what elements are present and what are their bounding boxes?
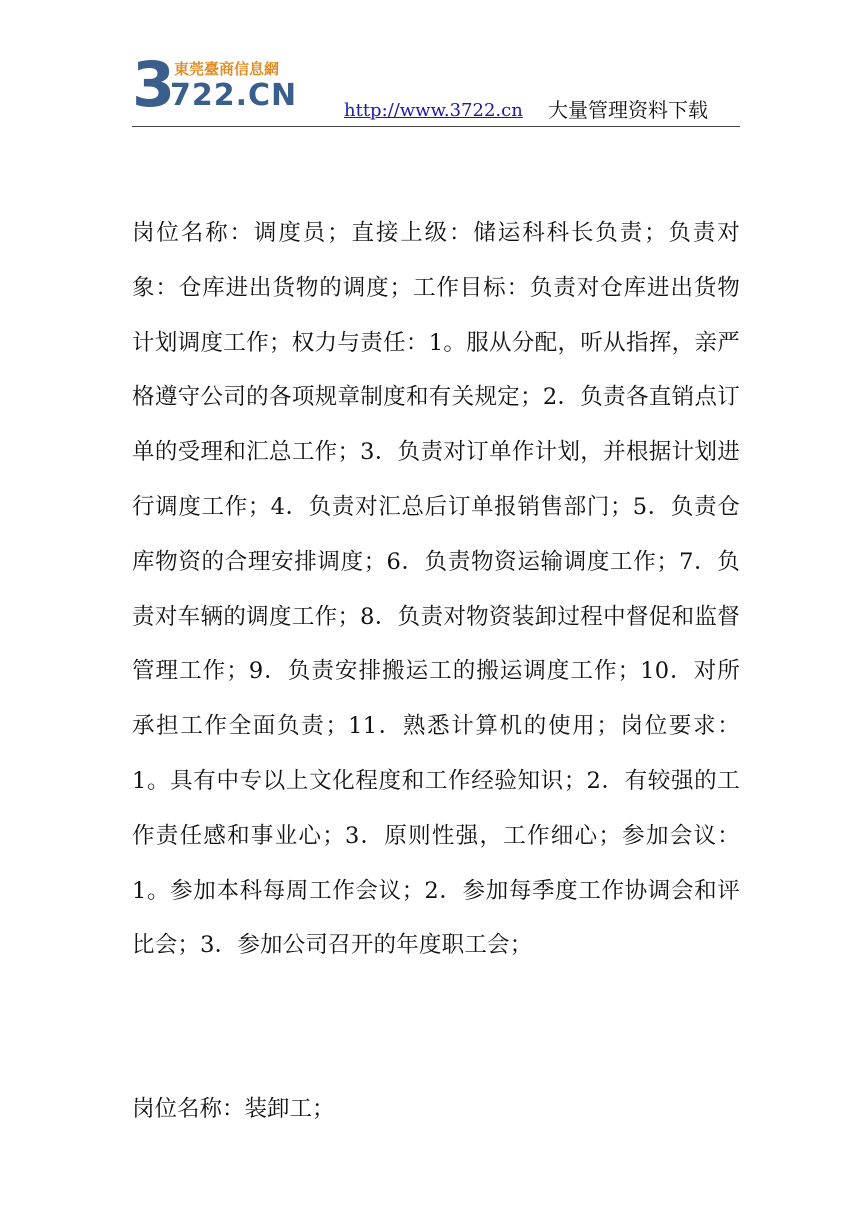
logo-domain: 722.CN (170, 78, 298, 113)
document-body (132, 206, 740, 973)
job-description-dispatcher: 岗位名称：调度员；直接上级：储运科科长负责；负责对象：仓库进出货物的调度；工作目标：负责对仓库进出货物计划调度工作；权力与责任：1。服从分配，听从指挥，亲严格遵守公司的各项规章制度和有关规定；2．负责各直销点订单的受理和汇总工作；3．负责对订单作计划，并根据计划进行调度工作；4．负责对汇总后订单报销售部门；5．负责仓库物资的合理安排调度；6．负责物资运输调度工作；7．负责对车辆的调度工作；8．负责对物资装卸过程中督促和监督管理工作；9．负责安排搬运工的搬运调度工作；10．对所承担工作全面负责；11．熟悉计算机的使用；岗位要求：1。具有中专以上文化程度和工作经验知识；2．有较强的工作责任感和事业心；3．原则性强，工作细心；参加会议：1。参加本科每周工作会议；2．参加每季度工作协调会和评比会；3．参加公司召开的年度职工会； (132, 220, 740, 959)
site-url-link[interactable]: http://www.3722.cn (344, 100, 523, 121)
logo-number: 3 (132, 48, 174, 121)
header-slogan: 大量管理资料下载 (548, 98, 708, 122)
site-logo[interactable] (132, 48, 312, 124)
logo-tagline: 東莞臺商信息網 (174, 60, 280, 78)
header-divider (132, 126, 740, 127)
page-header (132, 48, 740, 128)
job-description-loader: 岗位名称：装卸工； (132, 1096, 335, 1122)
